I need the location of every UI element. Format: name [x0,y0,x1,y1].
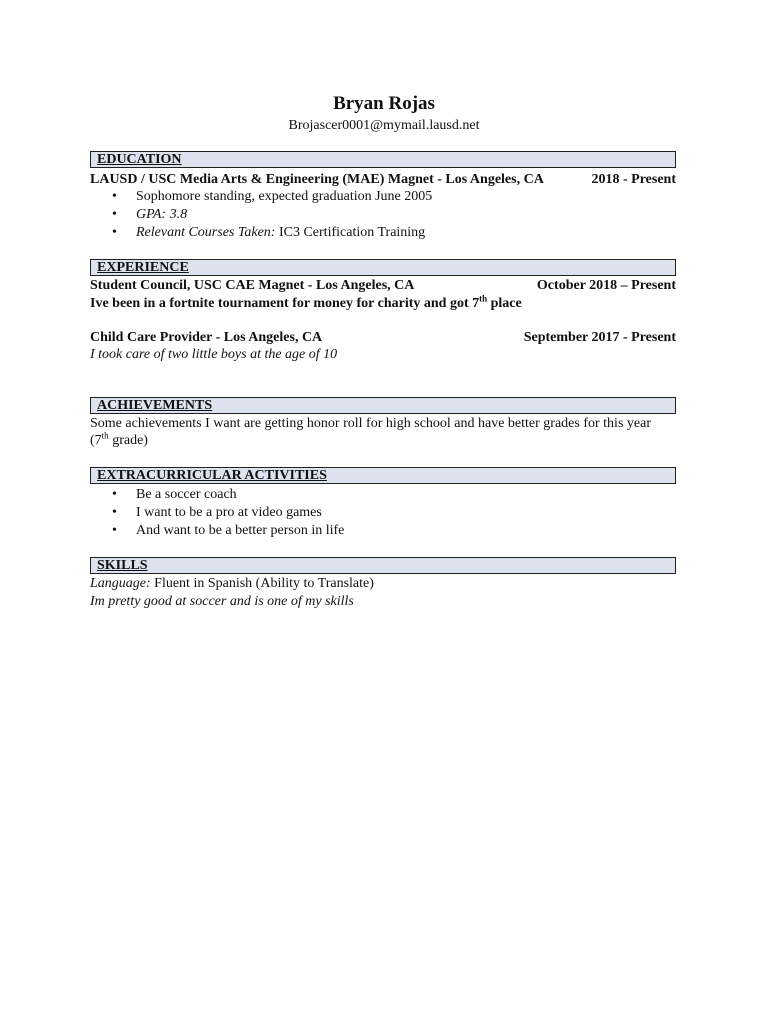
education-standing: Sophomore standing, expected graduation June 2005 [136,189,433,204]
experience-title-1: Student Council, USC CAE Magnet - Los Angeles, CA [90,278,415,293]
skills-language [90,575,676,593]
bullet-icon: • [112,189,117,204]
resume-email: Brojascer0001@mymail.lausd.net [288,118,480,133]
courses-label: Relevant Courses Taken: [136,225,276,240]
extracurricular-item-1: Be a soccer coach [136,487,237,502]
section-header-extracurricular [90,467,676,484]
section-header-experience [90,259,676,276]
courses-value: IC3 Certification Training [275,225,426,240]
experience-dates-1: October 2018 – Present [536,278,676,293]
experience-desc-1-sup: th [479,293,488,304]
section-title-education: EDUCATION [97,152,182,167]
bullet-icon: • [112,523,117,538]
extracurricular-item-3: And want to be a better person in life [136,523,345,538]
skills-language-value: Fluent in Spanish (Ability to Translate) [150,576,374,591]
achievements-line-2-post: grade) [108,433,148,448]
experience-desc-1-end: place [487,296,522,311]
section-title-experience: EXPERIENCE [97,260,189,275]
extracurricular-item-2: I want to be a pro at video games [136,505,322,520]
section-header-achievements [90,397,676,414]
education-courses [136,224,425,242]
education-gpa: GPA: 3.8 [136,207,188,222]
resume-name: Bryan Rojas [333,93,435,114]
experience-desc-2: I took care of two little boys at the age of 10 [90,347,338,362]
achievements-line-1: Some achievements I want are getting honor roll for high school and have better grades for this year [90,416,651,431]
experience-desc-1 [90,295,676,313]
skills-other: Im pretty good at soccer and is one of my skills [90,594,354,609]
experience-dates-2: September 2017 - Present [523,330,676,345]
experience-desc-1-text: Ive been in a fortnite tournament for money for charity and got 7 [90,296,480,311]
achievements-line-2-pre: (7 [90,433,102,448]
section-title-achievements: ACHIEVEMENTS [97,398,213,413]
section-title-extracurricular: EXTRACURRICULAR ACTIVITIES [97,468,327,483]
experience-entry-1 [90,277,676,295]
experience-entry-2 [90,329,676,347]
section-title-skills: SKILLS [97,558,148,573]
bullet-icon: • [112,505,117,520]
education-entry [90,171,676,189]
education-school: LAUSD / USC Media Arts & Engineering (MAE) Magnet - Los Angeles, CA [90,172,544,187]
section-header-skills [90,557,676,574]
achievements-line-2-sup: th [101,430,109,441]
achievements-line-2 [90,432,676,450]
skills-language-label: Language: [90,576,151,591]
section-header-education [90,151,676,168]
experience-title-2: Child Care Provider - Los Angeles, CA [90,330,323,345]
education-dates: 2018 - Present [591,172,676,187]
bullet-icon: • [112,207,117,222]
bullet-icon: • [112,487,117,502]
bullet-icon: • [112,225,117,240]
